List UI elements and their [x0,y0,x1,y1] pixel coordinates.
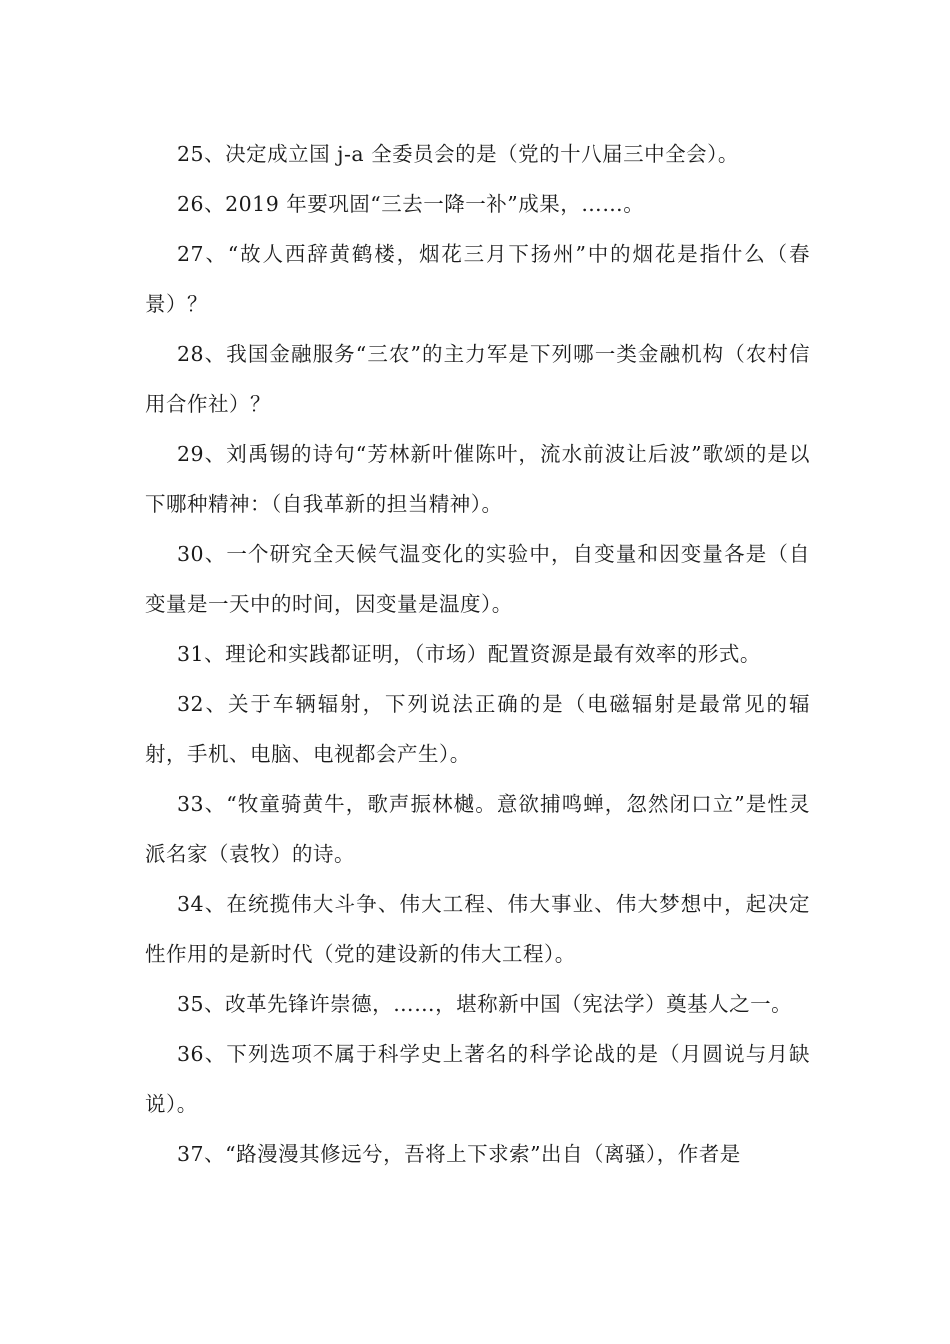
document-body [145,129,810,1179]
question-35: 35、改革先锋许崇德，……，堪称新中国（宪法学）奠基人之一。 [177,992,793,1016]
question-31: 31、理论和实践都证明，（市场）配置资源是最有效率的形式。 [177,642,761,666]
question-29: 29、刘禹锡的诗句“芳林新叶催陈叶，流水前波让后波”歌颂的是以下哪种精神：（自我革新的担当精神）。 [145,442,810,516]
question-32: 32、关于车辆辐射，下列说法正确的是（电磁辐射是最常见的辐射，手机、电脑、电视都会产生）。 [145,692,810,766]
question-30: 30、一个研究全天候气温变化的实验中，自变量和因变量各是（自变量是一天中的时间，因变量是温度）。 [145,542,810,616]
question-26: 26、2019 年要巩固“三去一降一补”成果，……。 [177,192,645,216]
question-27: 27、“故人西辞黄鹤楼，烟花三月下扬州”中的烟花是指什么（春景）？ [145,242,810,316]
question-36: 36、下列选项不属于科学史上著名的科学论战的是（月圆说与月缺说）。 [145,1042,810,1116]
question-37: 37、“路漫漫其修远兮，吾将上下求索”出自（离骚），作者是 [177,1142,741,1166]
question-25: 25、决定成立国 j-a 全委员会的是（党的十八届三中全会）。 [177,142,739,166]
question-28: 28、我国金融服务“三农”的主力军是下列哪一类金融机构（农村信用合作社）？ [145,342,810,416]
question-33: 33、“牧童骑黄牛，歌声振林樾。意欲捕鸣蝉，忽然闭口立”是性灵派名家（袁牧）的诗。 [145,792,810,866]
question-34: 34、在统揽伟大斗争、伟大工程、伟大事业、伟大梦想中，起决定性作用的是新时代（党的建设新的伟大工程）。 [145,892,810,966]
